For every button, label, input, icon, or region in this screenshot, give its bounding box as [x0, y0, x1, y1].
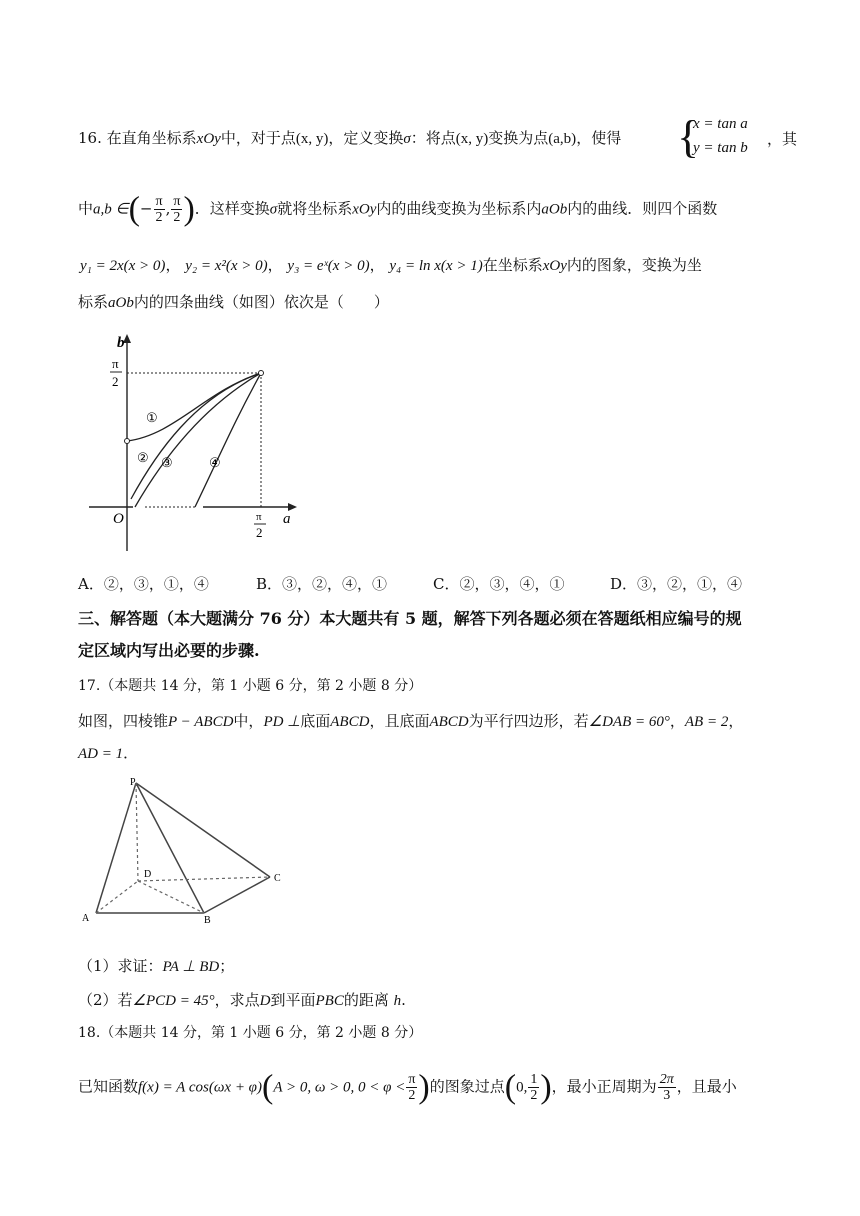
q18-header: 18.（本题共 14 分，第 1 小题 6 分，第 2 小题 8 分）	[78, 1025, 423, 1041]
label-curve-3: ③	[161, 455, 173, 470]
curve-3	[135, 373, 261, 507]
edge-DB	[138, 881, 204, 913]
vertex-A: A	[82, 913, 90, 924]
q16-line4: 标系aOb内的四条曲线（如图）依次是（ ）	[78, 293, 389, 311]
vertex-P: P	[130, 777, 136, 788]
figure-pyramid	[78, 775, 293, 925]
edge-PB	[136, 783, 204, 913]
curve-4	[195, 373, 261, 507]
vertex-C: C	[274, 873, 281, 884]
q16-line2: 中a,b ∈(− $\frac{\pi}{2}$ , $\frac{\pi}{2}$ )．这样变换σ就将坐标系xOy内的曲线变换为坐标系内aOb内的曲线．则四个函数	[78, 190, 718, 228]
open-point-curve1	[125, 439, 130, 444]
edge-AD	[96, 881, 138, 913]
figure-transform-curves	[85, 325, 310, 560]
label-curve-4: ④	[209, 455, 221, 470]
q16-option-c: C．②，③，④，①	[433, 575, 565, 593]
q16-option-d: D．③，②，①，④	[610, 575, 743, 593]
b-axis-label: b	[117, 335, 125, 351]
edge-PD	[136, 783, 138, 881]
q17-header: 17.（本题共 14 分，第 1 小题 6 分，第 2 小题 8 分）	[78, 678, 423, 694]
label-curve-2: ②	[137, 450, 149, 465]
label-curve-1: ①	[146, 410, 158, 425]
pi-label-b: π	[112, 356, 119, 371]
a-axis-arrow	[288, 503, 297, 511]
curve-2	[131, 373, 261, 499]
section3-heading-line1: 三、解答题（本大题满分 76 分）本大题共有 5 题，解答下列各题必须在答题纸相应编号的规	[78, 609, 742, 628]
curve-1	[127, 373, 261, 441]
two-label-b: 2	[112, 374, 119, 389]
two-label-a: 2	[256, 525, 263, 540]
q16-line3: y₁ = 2x(x > 0)， y₂ = x²(x > 0)， y₃ = eˣ(x > 0)， y₄ = ln x(x > 1)在坐标系xOy内的图象，变换为坐	[80, 256, 702, 274]
vertex-B: B	[204, 915, 211, 925]
q17-line1: 如图，四棱锥P − ABCD中，PD ⊥底面ABCD，且底面ABCD为平行四边形，若∠DAB = 60°，AB = 2，	[78, 712, 744, 730]
edge-PC	[136, 783, 270, 877]
pi-label-a: π	[256, 511, 262, 523]
q17-line2: AD = 1．	[78, 744, 139, 762]
q16-line1: 16. 在直角坐标系xOy中，对于点(x, y)，定义变换σ：将点(x, y)变换为点(a,b)，使得	[78, 129, 622, 147]
q16-option-b: B．③，②，④，①	[256, 575, 388, 593]
edge-DC	[138, 877, 270, 881]
q17-part1: （1）求证：PA ⊥ BD；	[78, 957, 235, 975]
edge-PA	[96, 783, 136, 913]
q16-option-a: A．②，③，①，④	[78, 575, 209, 593]
vertex-D: D	[144, 869, 152, 880]
open-point-end	[259, 371, 264, 376]
q17-part2: （2）若∠PCD = 45°，求点D到平面PBC的距离 h.	[78, 991, 406, 1009]
a-axis-label: a	[283, 511, 291, 527]
edge-BC	[204, 877, 270, 913]
section3-heading-line2: 定区域内写出必要的步骤.	[78, 641, 260, 660]
q18-line1: 已知函数f(x) = A cos(ωx + φ)(A > 0, ω > 0, 0 < φ < $\frac{\pi}{2}$ )的图象过点(0, $\frac{1}{2}$ )，最小正周期为 $\frac{2\pi}{3}$ ，且最小	[78, 1068, 737, 1106]
origin-label: O	[113, 511, 124, 527]
